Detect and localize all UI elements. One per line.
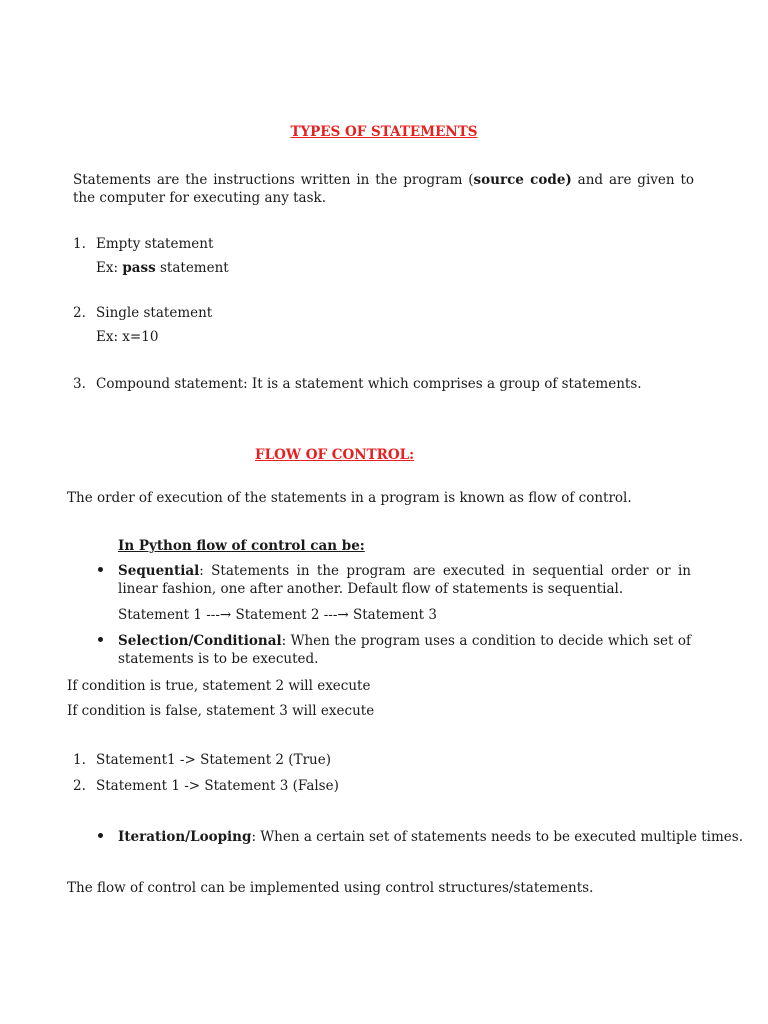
sequential-text: : Statements in the program are executed in sequential order or in linear fashion, one after another. Default flow of statements is sequential. [118,563,691,597]
list-item-example: Ex: x=10 [96,329,159,345]
intro-text-start: Statements are the instructions written in the program ( [73,172,474,188]
sequential-example: Statement 1 ---→ Statement 2 ---→ Statement 3 [118,607,437,623]
bullet-icon [98,833,103,838]
iteration-paragraph [118,828,743,846]
list-item-false-branch: Statement 1 -> Statement 3 (False) [96,778,339,794]
intro-bold-term: source code) [473,172,572,188]
list-item-empty-statement: Empty statement [96,236,214,252]
iteration-term: Iteration/Looping [118,829,252,845]
intro-paragraph [73,171,694,207]
example-prefix: Ex: [96,260,123,276]
bullet-icon [98,567,103,572]
flow-intro-text: The order of execution of the statements in a program is known as flow of control. [67,490,632,506]
selection-term: Selection/Conditional [118,633,282,649]
list-item-example [96,259,229,277]
list-number: 2. [73,305,86,321]
iteration-text: : When a certain set of statements needs to be executed multiple times. [251,829,743,845]
list-number: 1. [73,236,86,252]
list-item-single-statement: Single statement [96,305,213,321]
section-title-flow-of-control: FLOW OF CONTROL: [255,447,415,463]
section-title-types-of-statements: TYPES OF STATEMENTS [290,124,478,140]
condition-false-text: If condition is false, statement 3 will execute [67,703,375,719]
sequential-paragraph [118,562,691,598]
selection-paragraph [118,632,691,668]
condition-true-text: If condition is true, statement 2 will execute [67,678,371,694]
list-number: 1. [73,752,86,768]
intro-text-end: and are given to the computer for executing any task. [73,172,694,206]
list-number: 2. [73,778,86,794]
example-suffix: statement [155,260,229,276]
list-item-compound-statement: Compound statement: It is a statement which comprises a group of statements. [96,376,642,392]
selection-text: : When the program uses a condition to decide which set of statements is to be executed. [118,633,691,667]
closing-text: The flow of control can be implemented using control structures/statements. [67,880,594,896]
sequential-term: Sequential [118,563,200,579]
example-keyword: pass [122,260,156,276]
python-flow-heading: In Python flow of control can be: [118,538,365,554]
bullet-icon [98,637,103,642]
list-item-true-branch: Statement1 -> Statement 2 (True) [96,752,331,768]
list-number: 3. [73,376,86,392]
